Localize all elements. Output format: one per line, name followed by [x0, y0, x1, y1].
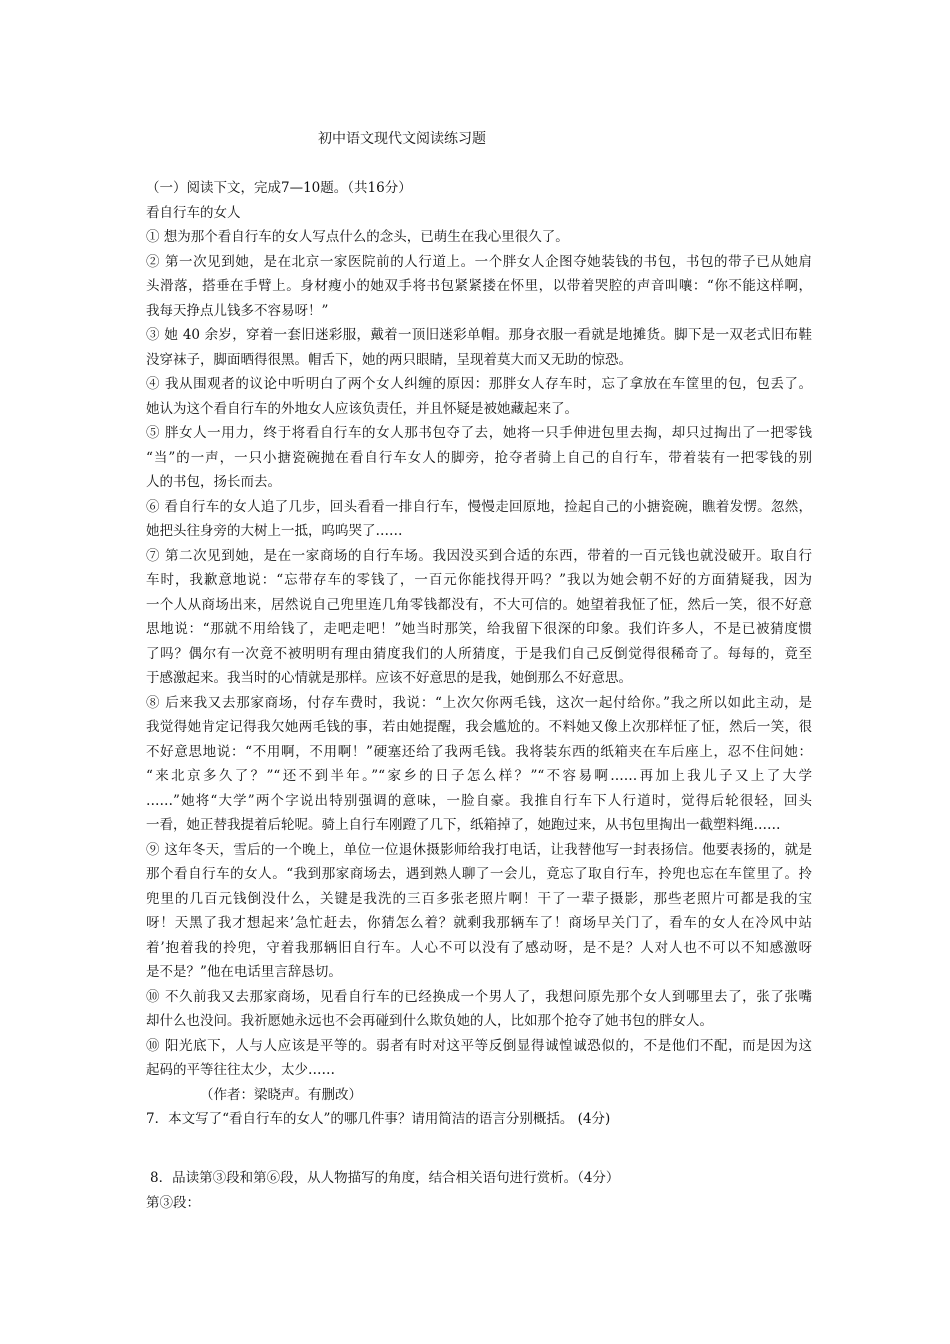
paragraph-line: ⑦ 第二次见到她，是在一家商场的自行车场。我因没买到合适的东西，带着的一百元钱也就没破开。取自行 [146, 547, 812, 564]
paragraph-line: 人的书包，扬长而去。 [146, 474, 281, 490]
paragraph [146, 225, 812, 250]
paragraph-line: ③ 她 40 余岁，穿着一套旧迷彩服，戴着一顶旧迷彩单帽。那身衣服一看就是地摊货。脚下是一双老式旧布鞋 [146, 327, 812, 343]
paragraph-line: 没穿袜子，脚面晒得很黑。帽舌下，她的两只眼睛，呈现着莫大而又无助的惊恐。 [146, 351, 632, 368]
paragraph-line: 呀！天黑了我才想起来’急忙赶去，你猜怎么着？就剩我那辆车了！商场早关门了，看车的女人在冷风中站 [146, 915, 812, 931]
paragraph-line: 我觉得她肯定记得我欠她两毛钱的事，若由她提醒，我会尴尬的。不料她又像上次那样怔了怔，然后一笑，很 [146, 719, 812, 735]
paragraph [146, 372, 812, 421]
paragraph-line: ……”她将“大学”两个字说出特别强调的意味，一脸自豪。我推自行车下人行道时，觉得后轮很轻，回头 [146, 792, 812, 809]
section-heading: （一）阅读下文，完成7—10题。（共16分） [146, 180, 412, 196]
paragraph-line: 却什么也没问。我祈愿她永远也不会再碰到什么欺负她的人，比如那个抢夺了她书包的胖女人。 [146, 1013, 713, 1029]
paragraph-line: “来北京多久了？”“还不到半年。”“家乡的日子怎么样？”“不容易啊……再加上我儿子又上了大学 [146, 768, 812, 784]
answer-label: 第③段： [146, 1194, 200, 1211]
question-8-block [146, 1166, 812, 1215]
paragraph-line: 不好意思地说：“不用啊，不用啊！”硬塞还给了我两毛钱。我将装东西的纸箱夹在车后座上，忍不住问她： [146, 743, 812, 760]
paragraph-line: 了吗？偶尔有一次竟不被明明有理由猜度我们的人所猜度，于是我们自己反倒觉得很稀奇了。每每的，竟至 [146, 645, 812, 662]
paragraph-line: 是不是？”他在电话里言辞恳切。 [146, 964, 342, 980]
paragraph-line: ⑥ 看自行车的女人追了几步，回头看看一排自行车，慢慢走回原地，捡起自己的小搪瓷碗，瞧着发愣。忽然， [146, 498, 812, 515]
instructions-block [146, 176, 812, 1132]
paragraph [146, 323, 812, 372]
question-7: 7．本文写了“看自行车的女人”的哪几件事？请用简洁的语言分别概括。 (4分) [146, 1111, 611, 1127]
paragraph-line: 一个人从商场出来，居然说自己兜里连几角零钱都没有，不大可信的。她望着我怔了怔，然后一笑，很不好意 [146, 596, 812, 613]
paragraph [146, 838, 812, 985]
paragraph-line: “当”的一声，一只小搪瓷碗抛在看自行车女人的脚旁，抢夺者骑上自己的自行车，带着装有一把零钱的别 [146, 449, 812, 466]
paragraph-line: ⑤ 胖女人一用力，终于将看自行车的女人那书包夺了去，她将一只手伸进包里去掏，却只过掏出了一把零钱 [146, 425, 812, 441]
paragraph-line: 她认为这个看自行车的外地女人应该负责任，并且怀疑是被她藏起来了。 [146, 400, 578, 417]
paragraph-line: 我每天挣点儿钱多不容易呀！” [146, 302, 329, 319]
paragraph-line: 起码的平等往往太少，太少…… [146, 1062, 335, 1078]
paragraph-line: ⑩ 阳光底下，人与人应该是平等的。弱者有时对这平等反倒显得诚惶诚恐似的，不是他们不配，而是因为这 [146, 1037, 812, 1054]
page-title: 初中语文现代文阅读练习题 [318, 131, 486, 147]
paragraph [146, 1034, 812, 1083]
paragraph-line: ⑨ 这年冬天，雪后的一个晚上，单位一位退休摄影师给我打电话，让我替他写一封表扬信。他要表扬的，就是 [146, 841, 812, 858]
paragraph-line: ⑧ 后来我又去那家商场，付存车费时，我说：“上次欠你两毛钱，这次一起付给你。”我之所以如此主动，是 [146, 694, 812, 711]
paragraph-line: ⑩ 不久前我又去那家商场，见看自行车的已经换成一个男人了，我想问原先那个女人到哪里去了，张了张嘴 [146, 988, 812, 1005]
paragraph-line: 那个看自行车的女人。“我到那家商场去，遇到熟人聊了一会儿，竟忘了取自行车，拎兜也忘在车筐里了。拎 [146, 866, 812, 882]
paragraph-line: 于感激起来。我当时的心情就是那样。应该不好意思的是我，她倒那么不好意思。 [146, 670, 632, 686]
paragraph-line: 车时，我歉意地说：“忘带存车的零钱了，一百元你能找得开吗？”我以为她会朝不好的方面猜疑我，因为 [146, 572, 812, 588]
article-title: 看自行车的女人 [146, 204, 241, 221]
paragraph-line: 一看，她正替我提着后轮呢。骑上自行车刚蹬了几下，纸箱掉了，她跑过来，从书包里掏出一截塑料绳…… [146, 817, 781, 833]
paragraph-line: 她把头往身旁的大树上一抵，呜呜哭了…… [146, 523, 403, 539]
paragraph-line: ② 第一次见到她，是在北京一家医院前的人行道上。一个胖女人企图夺她装钱的书包，书包的带子已从她肩 [146, 253, 812, 270]
paragraph-line: 兜里的几百元钱倒没什么，关键是我洗的三百多张老照片啊！干了一辈子摄影，那些老照片可都是我的宝 [146, 890, 812, 907]
paragraph [146, 544, 812, 691]
author-note: （作者：梁晓声。有删改） [200, 1086, 362, 1103]
paragraph-line: 头滑落，搭垂在手臂上。身材瘦小的她双手将书包紧紧搂在怀里，以带着哭腔的声音叫嚷：“你不能这样啊， [146, 278, 812, 294]
question-8: 8．品读第③段和第⑥段，从人物描写的角度，结合相关语句进行赏析。（4分） [150, 1170, 620, 1186]
article-body [146, 225, 812, 1083]
paragraph-line: 思地说：“那就不用给钱了，走吧走吧！”她当时那笑，给我留下很深的印象。我们许多人，不是已被猜度惯 [146, 621, 812, 637]
paragraph [146, 421, 812, 495]
paragraph [146, 250, 812, 324]
paragraph [146, 495, 812, 544]
paragraph-line: 着’抱着我的拎兜，守着我那辆旧自行车。人心不可以没有了感动呀，是不是？人对人也不可以不知感激呀 [146, 939, 812, 956]
paragraph [146, 691, 812, 838]
paragraph [146, 985, 812, 1034]
paragraph-line: ④ 我从围观者的议论中听明白了两个女人纠缠的原因：那胖女人存车时，忘了拿放在车筐里的包，包丢了。 [146, 376, 812, 392]
paragraph-line: ① 想为那个看自行车的女人写点什么的念头，已萌生在我心里很久了。 [146, 229, 569, 245]
